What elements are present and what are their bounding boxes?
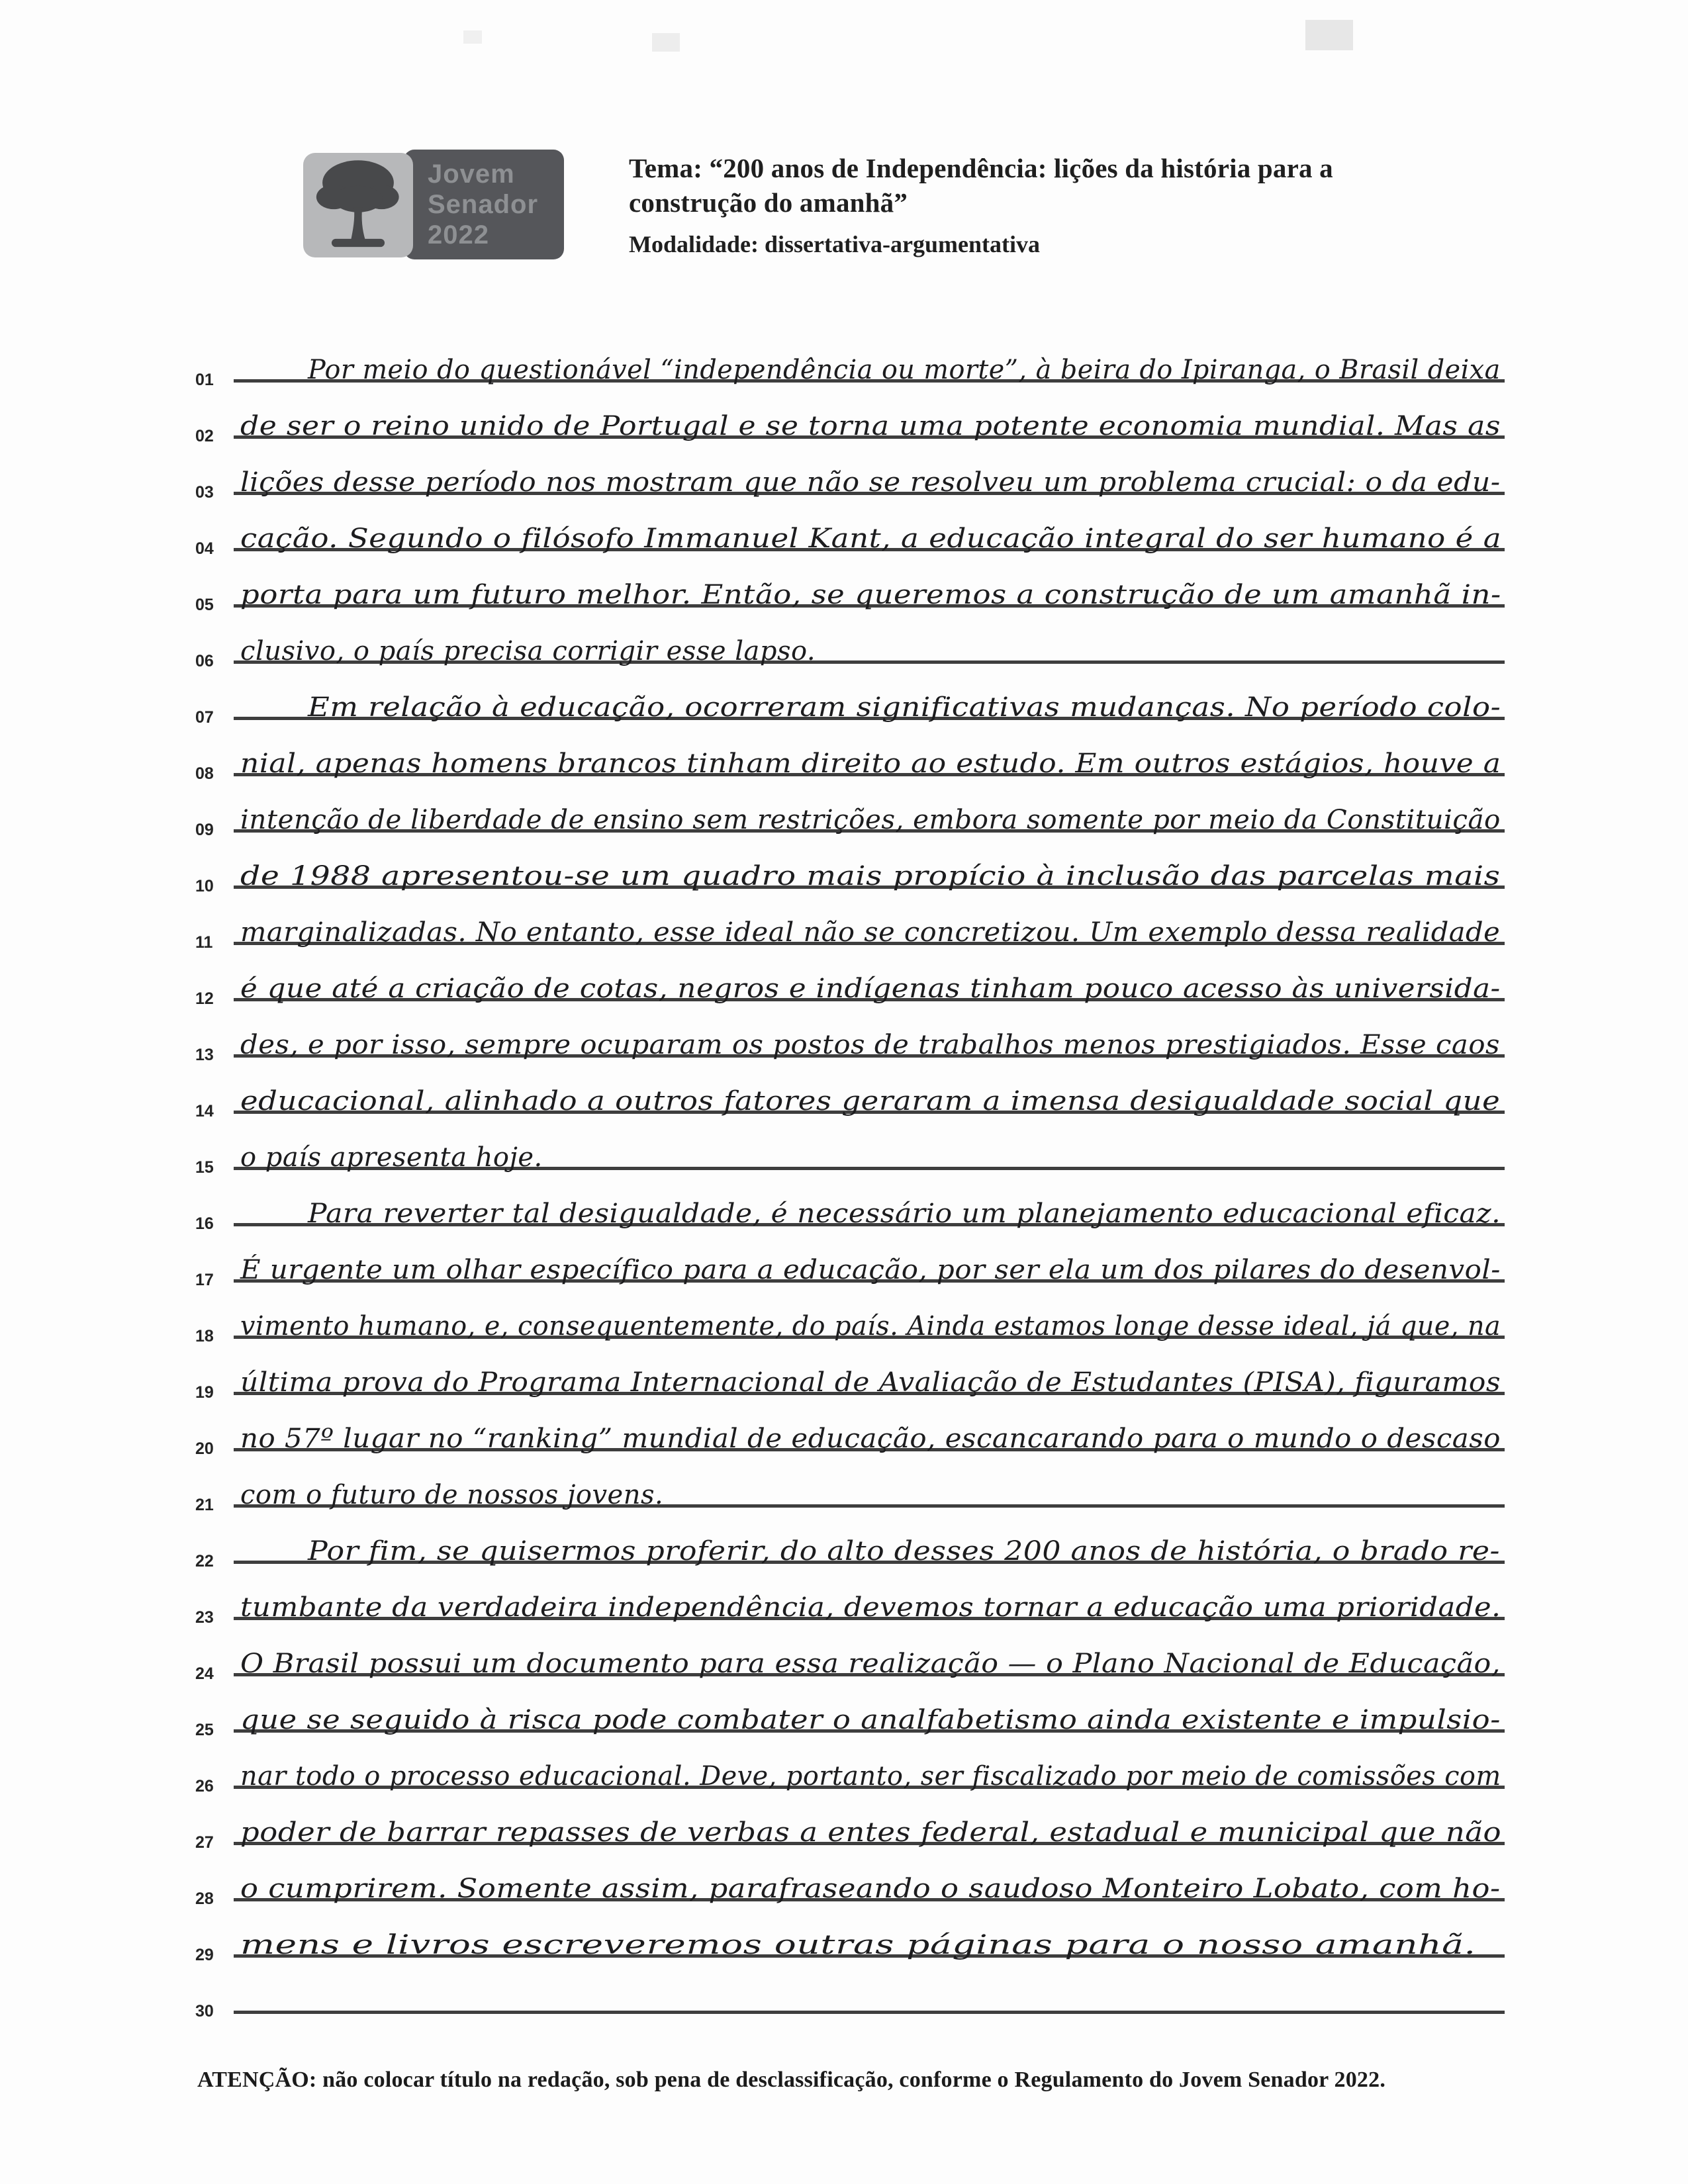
line-number: 15 bbox=[195, 1158, 214, 1177]
handwritten-text: nar todo o processo educacional. Deve, portanto, ser fiscalizado por meio de comissões com bbox=[240, 1761, 1501, 1792]
essay-line bbox=[195, 1395, 1505, 1458]
logo-light-tile bbox=[303, 153, 413, 257]
line-number: 24 bbox=[195, 1664, 214, 1683]
handwritten-text: O Brasil possui um documento para essa realização — o Plano Nacional de Educação, bbox=[240, 1649, 1501, 1679]
essay-line bbox=[195, 608, 1505, 670]
line-number: 13 bbox=[195, 1046, 214, 1064]
line-number: 19 bbox=[195, 1383, 214, 1402]
scan-smudge bbox=[1305, 20, 1353, 50]
essay-line bbox=[195, 1339, 1505, 1402]
line-number: 16 bbox=[195, 1214, 214, 1233]
essay-line bbox=[195, 1789, 1505, 1852]
line-number: 21 bbox=[195, 1496, 214, 1514]
essay-line bbox=[195, 833, 1505, 895]
logo-dark-tile bbox=[404, 150, 564, 259]
theme-title: Tema: “200 anos de Independência: lições da história para a construção do amanhã” bbox=[629, 153, 1333, 218]
line-number: 09 bbox=[195, 821, 214, 839]
handwritten-text: nial, apenas homens brancos tinham direito ao estudo. Em outros estágios, houve a bbox=[240, 749, 1501, 779]
line-number: 01 bbox=[195, 371, 214, 389]
handwritten-text: poder de barrar repasses de verbas a entes federal, estadual e municipal que não bbox=[240, 1817, 1502, 1848]
line-number: 26 bbox=[195, 1777, 214, 1796]
essay-line bbox=[195, 551, 1505, 614]
handwritten-text: o país apresenta hoje. bbox=[240, 1142, 543, 1173]
essay-line bbox=[195, 1620, 1505, 1683]
handwritten-text: Por meio do questionável “independência ou morte”, à beira do Ipiranga, o Brasil deixa bbox=[308, 355, 1501, 385]
handwritten-text: intenção de liberdade de ensino sem restrições, embora somente por meio da Constituição bbox=[240, 805, 1501, 835]
essay-line bbox=[195, 1114, 1505, 1177]
header-text bbox=[629, 151, 1370, 258]
logo-title-line3: 2022 bbox=[428, 220, 489, 250]
handwritten-text: clusivo, o país precisa corrigir esse lapso. bbox=[240, 636, 816, 666]
logo-title bbox=[428, 159, 538, 250]
line-number: 11 bbox=[195, 933, 213, 952]
scan-smudge bbox=[652, 33, 680, 52]
essay-line bbox=[195, 1170, 1505, 1233]
line-number: 29 bbox=[195, 1946, 214, 1964]
handwritten-text: Para reverter tal desigualdade, é necessário um planejamento educacional eficaz. bbox=[308, 1199, 1501, 1229]
handwritten-text: mens e livros escreveremos outras páginas para o nosso amanhã. bbox=[240, 1930, 1476, 1960]
handwritten-text: de ser o reino unido de Portugal e se torna uma potente economia mundial. Mas as bbox=[240, 411, 1501, 441]
essay-line bbox=[195, 1226, 1505, 1289]
essay-line bbox=[195, 1958, 1505, 2021]
essay-line bbox=[195, 1058, 1505, 1120]
line-number: 28 bbox=[195, 1889, 214, 1908]
handwritten-text: tumbante da verdadeira independência, devemos tornar a educação uma prioridade. bbox=[240, 1592, 1501, 1623]
essay-line bbox=[195, 889, 1505, 952]
handwritten-text: educacional, alinhado a outros fatores geraram a imensa desigualdade social que bbox=[240, 1086, 1501, 1116]
handwritten-text: lições desse período nos mostram que não se resolveu um problema crucial: o da edu- bbox=[240, 467, 1501, 498]
line-number: 23 bbox=[195, 1608, 214, 1627]
handwritten-text: no 57º lugar no “ranking” mundial de educação, escancarando para o mundo o descaso bbox=[240, 1424, 1501, 1454]
essay-line bbox=[195, 1508, 1505, 1570]
essay-line bbox=[195, 1845, 1505, 1908]
line-number: 03 bbox=[195, 483, 214, 502]
handwritten-text: de 1988 apresentou-se um quadro mais propício à inclusão das parcelas mais bbox=[240, 861, 1501, 891]
line-number: 02 bbox=[195, 427, 214, 445]
essay-line bbox=[195, 945, 1505, 1008]
line-number: 12 bbox=[195, 989, 214, 1008]
line-number: 06 bbox=[195, 652, 214, 670]
line-number: 30 bbox=[195, 2002, 214, 2021]
modality-label: Modalidade: dissertativa-argumentativa bbox=[629, 231, 1040, 257]
line-number: 04 bbox=[195, 539, 214, 558]
essay-line bbox=[195, 1733, 1505, 1796]
essay-line bbox=[195, 1451, 1505, 1514]
handwritten-text: marginalizadas. No entanto, esse ideal não se concretizou. Um exemplo dessa realidade bbox=[240, 917, 1501, 948]
handwritten-text: última prova do Programa Internacional de Avaliação de Estudantes (PISA), figuramos bbox=[240, 1367, 1501, 1398]
logo-title-line2: Senador bbox=[428, 190, 539, 219]
essay-line bbox=[195, 495, 1505, 558]
essay-line bbox=[195, 1676, 1505, 1739]
essay-lines bbox=[195, 326, 1508, 2021]
essay-line bbox=[195, 776, 1505, 839]
essay-line bbox=[195, 439, 1505, 502]
handwritten-text: Em relação à educação, ocorreram significativas mudanças. No período colo- bbox=[308, 692, 1501, 723]
handwritten-text: é que até a criação de cotas, negros e indígenas tinham pouco acesso às universida- bbox=[240, 974, 1501, 1004]
line-number: 22 bbox=[195, 1552, 214, 1570]
handwritten-text: porta para um futuro melhor. Então, se queremos a construção de um amanhã in- bbox=[240, 580, 1501, 610]
line-number: 25 bbox=[195, 1721, 214, 1739]
handwritten-text: que se seguido à risca pode combater o analfabetismo ainda existente e impulsio- bbox=[240, 1705, 1501, 1735]
handwritten-text: com o futuro de nossos jovens. bbox=[240, 1480, 664, 1510]
logo-title-line1: Jovem bbox=[428, 159, 515, 189]
essay-line bbox=[195, 1283, 1505, 1345]
handwritten-text: des, e por isso, sempre ocuparam os postos de trabalhos menos prestigiados. Esse caos bbox=[240, 1030, 1500, 1060]
scan-smudge bbox=[463, 30, 482, 44]
line-number: 17 bbox=[195, 1271, 214, 1289]
essay-line bbox=[195, 664, 1505, 727]
essay-line bbox=[195, 326, 1505, 389]
line-number: 27 bbox=[195, 1833, 214, 1852]
line-number: 20 bbox=[195, 1439, 214, 1458]
line-number: 14 bbox=[195, 1102, 214, 1120]
line-number: 05 bbox=[195, 596, 214, 614]
line-number: 10 bbox=[195, 877, 214, 895]
essay-line bbox=[195, 1564, 1505, 1627]
essay-line bbox=[195, 1001, 1505, 1064]
handwritten-text: cação. Segundo o filósofo Immanuel Kant, a educação integral do ser humano é a bbox=[240, 523, 1502, 554]
handwritten-text: É urgente um olhar específico para a educação, por ser ela um dos pilares do desenvol- bbox=[240, 1255, 1501, 1285]
jovem-senador-logo bbox=[303, 150, 568, 262]
handwritten-text: o cumprirem. Somente assim, parafraseando o saudoso Monteiro Lobato, com ho- bbox=[240, 1874, 1501, 1904]
essay-line bbox=[195, 383, 1505, 445]
line-number: 08 bbox=[195, 764, 214, 783]
essay-line bbox=[195, 1901, 1505, 1964]
handwritten-text: vimento humano, e, consequentemente, do país. Ainda estamos longe desse ideal, já que, na bbox=[240, 1311, 1501, 1342]
essay-line bbox=[195, 720, 1505, 783]
line-number: 07 bbox=[195, 708, 214, 727]
handwritten-text: Por fim, se quisermos proferir, do alto desses 200 anos de história, o brado re- bbox=[308, 1536, 1501, 1567]
line-number: 18 bbox=[195, 1327, 214, 1345]
footer-warning: ATENÇÃO: não colocar título na redação, sob pena de desclassificação, conforme o Regulamento do Jovem Senador 2022. bbox=[197, 2068, 1386, 2092]
